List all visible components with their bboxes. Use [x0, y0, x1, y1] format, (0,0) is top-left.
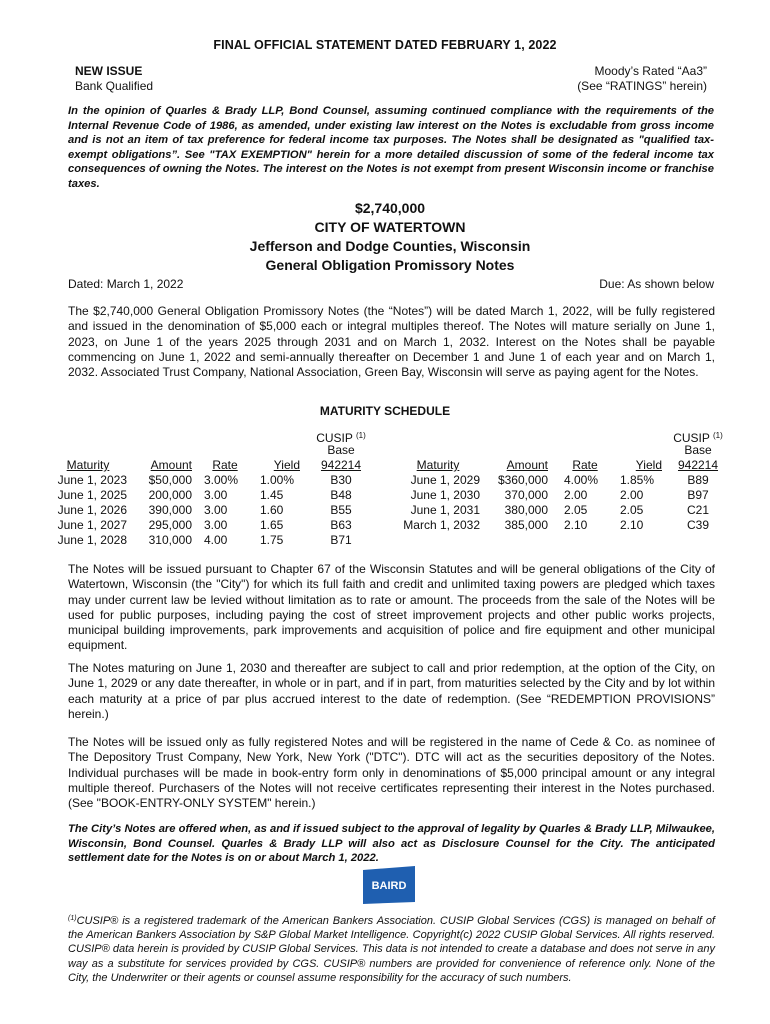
table-cell: 1.45 [260, 488, 284, 502]
table-cell: 2.10 [564, 518, 588, 532]
table-cell: 2.00 [620, 488, 644, 502]
footnote-marker: (1) [713, 431, 723, 440]
table-cell: C39 [686, 518, 709, 532]
table-cell: June 1, 2025 [57, 488, 127, 502]
table-cell: 295,000 [148, 518, 192, 532]
table-cell: 3.00 [204, 503, 228, 517]
cusip-footnote [68, 912, 715, 985]
rating-reference: (See “RATINGS” herein) [577, 79, 707, 93]
footnote-marker: (1) [68, 915, 77, 922]
yield-column [620, 428, 662, 533]
due-date: Due: As shown below [599, 277, 714, 291]
table-cell: 3.00% [204, 473, 239, 487]
rating: Moody’s Rated “Aa3” [594, 64, 707, 78]
table-cell: B30 [330, 473, 352, 487]
yield-header: Yield [273, 458, 300, 472]
table-cell: June 1, 2027 [57, 518, 127, 532]
table-cell: B89 [687, 473, 709, 487]
yield-column [260, 428, 300, 548]
cusip-base-number: 942214 [320, 458, 362, 472]
table-cell: $360,000 [497, 473, 548, 487]
rating-info [577, 64, 707, 94]
cusip-base-number: 942214 [677, 458, 719, 472]
table-cell: B71 [330, 533, 352, 547]
table-cell: B63 [330, 518, 352, 532]
cusip-header: CUSIP [673, 431, 710, 445]
document-title: FINAL OFFICIAL STATEMENT DATED FEBRUARY 1, 2022 [213, 38, 557, 52]
offering-amount: $2,740,000 [354, 200, 426, 216]
table-cell: June 1, 2026 [57, 503, 127, 517]
table-cell: 1.85% [620, 473, 655, 487]
issue-info [75, 64, 153, 94]
table-cell: 2.00 [564, 488, 588, 502]
table-cell: C21 [686, 503, 709, 517]
maturity-column [396, 428, 480, 533]
offering-terms-paragraph: The City’s Notes are offered when, as and if issued subject to the approval of legality by Quarles & Brady LLP, Milwaukee, Wisconsin, Bond Counsel. Quarles & Brady LLP will also act as Disclosure Counsel for the City. The anticipated settlement date for the Notes is on or about March 1, 2022. [68, 823, 715, 865]
rate-column [204, 428, 246, 548]
table-cell: 4.00% [564, 473, 599, 487]
amount-header: Amount [506, 458, 548, 472]
table-cell: 1.00% [260, 473, 295, 487]
amount-column [490, 428, 548, 533]
dated-date: Dated: March 1, 2022 [68, 277, 184, 291]
table-cell: 310,000 [148, 533, 192, 547]
table-cell: 1.60 [260, 503, 284, 517]
cusip-column [308, 428, 374, 548]
issuer-counties: Jefferson and Dodge Counties, Wisconsin [249, 238, 531, 254]
table-cell: 3.00 [204, 518, 228, 532]
bank-qualification: Bank Qualified [75, 79, 154, 93]
table-cell: B97 [687, 488, 709, 502]
cusip-header: CUSIP [316, 431, 353, 445]
maturity-header: Maturity [66, 458, 110, 472]
table-cell: 380,000 [504, 503, 548, 517]
amount-column [140, 428, 192, 548]
cusip-base-label: Base [327, 443, 355, 457]
security-paragraph: The Notes will be issued pursuant to Chapter 67 of the Wisconsin Statutes and will be general obligations of the City of Watertown, Wisconsin (the "City") for which its full faith and credit and unlimited taxing powers are pledged which taxes may under current law be levied without limitation as to rate or amount. The proceeds from the sale of the Notes will be used for public purposes, including paying the cost of street improvement projects and other public works projects, municipal building improvements, park improvements and acquisition of police and fire equipment and other municipal equipment. [68, 562, 715, 653]
table-cell: 370,000 [504, 488, 548, 502]
baird-logo [361, 864, 417, 906]
table-cell: 2.10 [620, 518, 644, 532]
security-type: General Obligation Promissory Notes [265, 257, 515, 273]
table-cell: 200,000 [148, 488, 192, 502]
rate-column [564, 428, 606, 533]
yield-header: Yield [635, 458, 662, 472]
redemption-paragraph: The Notes maturing on June 1, 2030 and thereafter are subject to call and prior redemption, at the option of the City, on June 1, 2029 or any date thereafter, in whole or in part, and if in part, from maturities selected by the City and by lot within each maturity at a price of par plus accrued interest to the date of redemption. (See “REDEMPTION PROVISIONS” herein.) [68, 661, 715, 721]
table-cell: 2.05 [620, 503, 644, 517]
table-cell: 2.05 [564, 503, 588, 517]
table-cell: 3.00 [204, 488, 228, 502]
table-cell: 390,000 [148, 503, 192, 517]
table-cell: June 1, 2029 [410, 473, 480, 487]
cusip-base-label: Base [684, 443, 712, 457]
table-cell: June 1, 2030 [410, 488, 480, 502]
table-cell: $50,000 [148, 473, 192, 487]
table-cell: B55 [330, 503, 352, 517]
rate-header: Rate [212, 458, 238, 472]
table-cell: 1.65 [260, 518, 284, 532]
maturity-column [49, 428, 127, 548]
amount-header: Amount [150, 458, 192, 472]
maturity-header: Maturity [416, 458, 460, 472]
bond-counsel-opinion: In the opinion of Quarles & Brady LLP, Bond Counsel, assuming continued compliance with the requirements of the Internal Revenue Code of 1986, as amended, under existing law interest on the Notes is excludable from gross income and is not an item of tax preference for federal income tax purposes. The Notes shall be designated as "qualified tax-exempt obligations”. See "TAX EXEMPTION" herein for a more detailed discussion of some of the federal income tax consequences of owning the Notes. The interest on the Notes is not exempt from present Wisconsin income or franchise taxes. [68, 105, 714, 190]
maturity-schedule-title: MATURITY SCHEDULE [319, 404, 451, 418]
logo-text: BAIRD [371, 880, 407, 892]
table-cell: 1.75 [260, 533, 284, 547]
issuer-name: CITY OF WATERTOWN [314, 219, 466, 235]
rate-header: Rate [572, 458, 598, 472]
footnote-text: CUSIP® is a registered trademark of the American Bankers Association. CUSIP Global Services (CGS) is managed on behalf of the American Bankers Association by S&P Global Market Intelligence. Copyright(c) 2022 CUSIP Global Services. All rights reserved. CUSIP® data herein is provided by CUSIP Global Services. This data is not intended to create a database and does not serve in any way as a substitute for services provided by CGS. CUSIP® numbers are provided for convenience of reference only. None of the City, the Underwriter or their agents or counsel assume responsibility for the accuracy of such numbers. [68, 915, 715, 984]
table-cell: June 1, 2031 [410, 503, 480, 517]
issue-type: NEW ISSUE [75, 64, 143, 78]
table-cell: 385,000 [504, 518, 548, 532]
table-cell: June 1, 2028 [57, 533, 127, 547]
table-cell: B48 [330, 488, 352, 502]
table-cell: 4.00 [204, 533, 228, 547]
book-entry-paragraph: The Notes will be issued only as fully registered Notes and will be registered in the name of Cede & Co. as nominee of The Depository Trust Company, New York, New York ("DTC"). DTC will act as the securities depository of the Notes. Individual purchases will be made in book-entry form only in denominations of $5,000 principal amount or any integral multiple thereof. Purchasers of the Notes will not receive certificates representing their interest in the Notes purchased. (See "BOOK-ENTRY-ONLY SYSTEM" herein.) [68, 735, 715, 811]
description-paragraph: The $2,740,000 General Obligation Promissory Notes (the “Notes”) will be dated March 1, 2022, will be fully registered and issued in the denomination of $5,000 each or integral multiples thereof. The Notes will mature serially on June 1, 2023, on June 1 of the years 2025 through 2031 and on March 1, 2032. Interest on the Notes shall be payable commencing on June 1, 2022 and semi-annually thereafter on December 1 and June 1 of each year and on March 1, 2032. Associated Trust Company, National Association, Green Bay, Wisconsin will serve as paying agent for the Notes. [68, 304, 715, 380]
cusip-column [666, 428, 730, 533]
table-cell: June 1, 2023 [57, 473, 127, 487]
offering-title [0, 199, 770, 275]
footnote-marker: (1) [356, 431, 366, 440]
table-cell: March 1, 2032 [403, 518, 480, 532]
